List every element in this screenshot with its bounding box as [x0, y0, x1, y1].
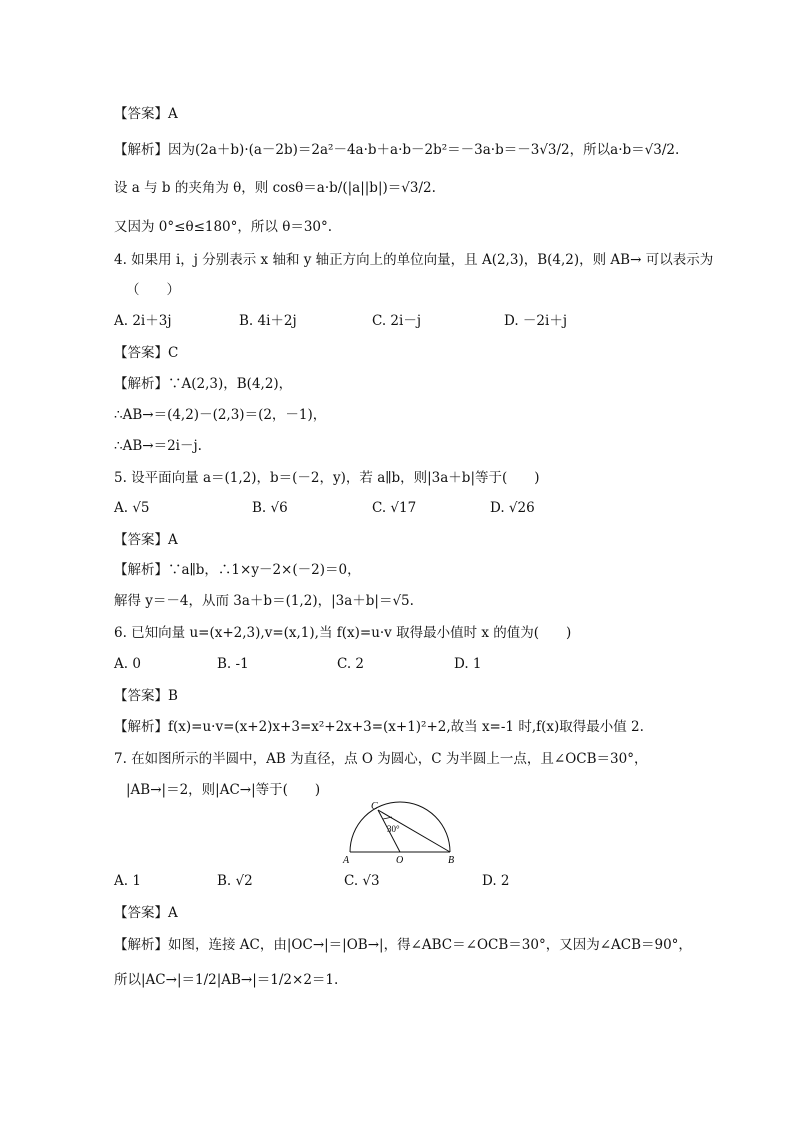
label-b: B [448, 855, 455, 866]
q7-option-a: A. 1 [114, 873, 141, 889]
question-4-stem: 4. 如果用 i，j 分别表示 x 轴和 y 轴正方向上的单位向量，且 A(2,3)，B(4,2)，则 AB→ 可以表示为 [114, 252, 714, 268]
q6-option-b: B. -1 [217, 656, 249, 672]
q5-option-a: A. √5 [114, 500, 150, 516]
answer-3: 【答案】A [114, 106, 178, 122]
solution-3-line-2: 设 a 与 b 的夹角为 θ，则 cosθ＝a·b/(|a||b|)＝√3/2. [114, 180, 436, 196]
semicircle-figure [340, 800, 460, 866]
q4-option-b: B. 4i＋2j [239, 313, 297, 329]
question-6-options [114, 654, 714, 674]
question-7-options [114, 871, 714, 891]
solution-6: 【解析】f(x)=u·v=(x+2)x+3=x²+2x+3=(x+1)²+2,故当 x=-1 时,f(x)取得最小值 2. [114, 719, 644, 735]
q4-option-a: A. 2i＋3j [114, 313, 172, 329]
q4-option-c: C. 2i－j [372, 313, 422, 329]
answer-4: 【答案】C [114, 345, 179, 361]
q6-option-a: A. 0 [114, 656, 141, 672]
question-7-stem: 7. 在如图所示的半圆中，AB 为直径，点 O 为圆心，C 为半圆上一点，且∠OCB＝30°， [114, 751, 648, 767]
solution-4-line-1: 【解析】∵A(2,3)，B(4,2)， [114, 376, 293, 392]
q6-option-d: D. 1 [454, 656, 482, 672]
q7-option-d: D. 2 [482, 873, 510, 889]
question-4-options [114, 311, 714, 331]
solution-3-line-3: 又因为 0°≤θ≤180°，所以 θ＝30°. [114, 219, 333, 235]
answer-6: 【答案】B [114, 688, 178, 704]
solution-4-line-2: ∴AB→＝(4,2)－(2,3)＝(2，－1)， [114, 407, 327, 423]
q5-option-d: D. √26 [490, 500, 535, 516]
question-7-stem-2: |AB→|＝2，则|AC→|等于( ) [126, 782, 321, 798]
question-5-options [114, 498, 714, 518]
label-o: O [396, 855, 404, 866]
question-5-stem: 5. 设平面向量 a＝(1,2)，b＝(－2，y)，若 a∥b，则|3a＋b|等于( ) [114, 470, 540, 486]
solution-3-line-1: 【解析】因为(2a＋b)·(a－2b)＝2a²－4a·b＋a·b－2b²＝－3a·b＝－3√3/2，所以a·b＝√3/2. [114, 142, 680, 158]
label-angle: 30° [387, 824, 400, 834]
label-c: C [371, 801, 378, 812]
solution-4-line-3: ∴AB→＝2i－j. [114, 438, 202, 454]
solution-5-line-1: 【解析】∵a∥b，∴1×y－2×(－2)＝0， [114, 562, 361, 578]
q5-option-b: B. √6 [252, 500, 288, 516]
question-4-blank: （ ） [126, 282, 180, 298]
answer-5: 【答案】A [114, 532, 178, 548]
q7-option-b: B. √2 [217, 873, 253, 889]
label-a: A [343, 855, 350, 866]
question-6-stem: 6. 已知向量 u=(x+2,3),v=(x,1),当 f(x)=u·v 取得最小值时 x 的值为( ) [114, 625, 572, 641]
answer-7: 【答案】A [114, 905, 178, 921]
q4-option-d: D. －2i＋j [504, 313, 568, 329]
solution-7-line-2: 所以|AC→|＝1/2|AB→|＝1/2×2＝1. [114, 972, 339, 988]
q7-option-c: C. √3 [344, 873, 380, 889]
q6-option-c: C. 2 [337, 656, 365, 672]
q5-option-c: C. √17 [372, 500, 417, 516]
solution-7-line-1: 【解析】如图，连接 AC，由|OC→|＝|OB→|，得∠ABC＝∠OCB＝30°，又因为∠ACB＝90°， [114, 937, 692, 953]
solution-5-line-2: 解得 y＝－4，从而 3a＋b＝(1,2)，|3a＋b|＝√5. [114, 593, 414, 609]
